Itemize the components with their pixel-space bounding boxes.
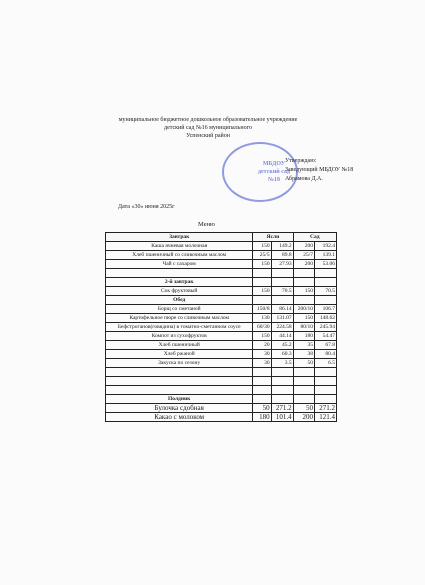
dish-name: Сок фруктовый xyxy=(106,287,253,296)
dish-name: Бефстроганов(говядина) в томатно-сметанном соусе xyxy=(106,323,253,332)
section-row xyxy=(106,278,337,287)
value-cell: 53.06 xyxy=(314,260,336,269)
value-cell: 148.62 xyxy=(314,314,336,323)
document-header xyxy=(88,116,328,140)
value-cell: 30 xyxy=(253,350,271,359)
empty-cell xyxy=(271,377,293,386)
empty-cell xyxy=(293,278,314,287)
empty-cell xyxy=(293,368,314,377)
value-cell: 200 xyxy=(293,413,314,422)
empty-cell xyxy=(253,368,271,377)
table-row xyxy=(106,260,337,269)
table-row xyxy=(106,314,337,323)
empty-cell xyxy=(314,377,336,386)
dish-name: Каша ячневая молочная xyxy=(106,242,253,251)
table-row xyxy=(106,287,337,296)
value-cell: 25/5 xyxy=(253,251,271,260)
dish-name: Булочка сдобная xyxy=(106,404,253,413)
col-kindergarten: Сад xyxy=(293,233,336,242)
value-cell: 67.8 xyxy=(314,341,336,350)
empty-cell xyxy=(271,278,293,287)
table-row xyxy=(106,413,337,422)
section-title: Обед xyxy=(106,296,253,305)
col-meal: Завтрак xyxy=(106,233,253,242)
value-cell: 180 xyxy=(253,413,271,422)
stamp-line-2: детский сад xyxy=(257,169,291,175)
org-line-2: детский сад №16 муниципального xyxy=(164,125,252,131)
value-cell: 271.2 xyxy=(271,404,293,413)
table-header-row xyxy=(106,233,337,242)
value-cell: 80/10 xyxy=(293,323,314,332)
value-cell: 150 xyxy=(253,287,271,296)
empty-cell xyxy=(253,377,271,386)
table-row xyxy=(106,251,337,260)
value-cell: 54.47 xyxy=(314,332,336,341)
value-cell: 121.4 xyxy=(314,413,336,422)
empty-cell xyxy=(314,386,336,395)
empty-cell xyxy=(253,278,271,287)
value-cell: 27.93 xyxy=(271,260,293,269)
dish-name: Картофельное пюре со сливочным маслом xyxy=(106,314,253,323)
value-cell: 150 xyxy=(293,287,314,296)
empty-cell xyxy=(314,269,336,278)
table-row xyxy=(106,323,337,332)
menu-body xyxy=(106,242,337,422)
value-cell: 30 xyxy=(253,359,271,368)
empty-cell xyxy=(293,377,314,386)
table-row xyxy=(106,404,337,413)
dish-name: Компот из сухофруктов xyxy=(106,332,253,341)
value-cell: 131.07 xyxy=(271,314,293,323)
menu-table xyxy=(105,232,337,422)
empty-cell xyxy=(271,269,293,278)
empty-cell xyxy=(293,296,314,305)
value-cell: 149.2 xyxy=(271,242,293,251)
document-date: Дата «30» июня 2025г xyxy=(118,204,175,210)
value-cell: 50 xyxy=(293,404,314,413)
dish-name: Закуска по сезону xyxy=(106,359,253,368)
value-cell: 101.4 xyxy=(271,413,293,422)
dish-name: Хлеб пшеничный xyxy=(106,341,253,350)
empty-cell xyxy=(271,395,293,404)
value-cell: 130 xyxy=(253,314,271,323)
col-nursery: Ясли xyxy=(253,233,293,242)
empty-cell xyxy=(106,368,253,377)
value-cell: 44.14 xyxy=(271,332,293,341)
approval-block xyxy=(285,157,353,184)
table-row xyxy=(106,305,337,314)
value-cell: 60.3 xyxy=(271,350,293,359)
empty-cell xyxy=(253,296,271,305)
value-cell: 150 xyxy=(253,242,271,251)
section-row xyxy=(106,296,337,305)
value-cell: 180 xyxy=(293,332,314,341)
empty-cell xyxy=(253,386,271,395)
value-cell: 200 xyxy=(293,260,314,269)
section-title: 2-й завтрак xyxy=(106,278,253,287)
value-cell: 25/7 xyxy=(293,251,314,260)
menu-title: Меню xyxy=(198,221,215,228)
value-cell: 70.5 xyxy=(271,287,293,296)
dish-name: Чай с сахаром xyxy=(106,260,253,269)
value-cell: 200/10 xyxy=(293,305,314,314)
value-cell: 245.94 xyxy=(314,323,336,332)
value-cell: 50 xyxy=(253,404,271,413)
empty-cell xyxy=(271,368,293,377)
table-row xyxy=(106,332,337,341)
approval-line-1: Утверждаю: xyxy=(285,158,317,164)
dish-name: Хлеб ржаной xyxy=(106,350,253,359)
value-cell: 192.4 xyxy=(314,242,336,251)
empty-cell xyxy=(314,278,336,287)
empty-cell xyxy=(253,269,271,278)
empty-row xyxy=(106,386,337,395)
empty-row xyxy=(106,368,337,377)
dish-name: Какао с молоком xyxy=(106,413,253,422)
stamp-line-3: №18 xyxy=(267,177,281,183)
section-row xyxy=(106,395,337,404)
value-cell: 35 xyxy=(293,341,314,350)
table-row xyxy=(106,350,337,359)
stamp-line-1: МБДОУ xyxy=(262,161,286,167)
table-row xyxy=(106,341,337,350)
value-cell: 45.2 xyxy=(271,341,293,350)
value-cell: 89.8 xyxy=(271,251,293,260)
empty-cell xyxy=(271,296,293,305)
value-cell: 150 xyxy=(293,314,314,323)
value-cell: 224.58 xyxy=(271,323,293,332)
value-cell: 60/30 xyxy=(253,323,271,332)
value-cell: 80.4 xyxy=(314,350,336,359)
table-row xyxy=(106,242,337,251)
empty-cell xyxy=(314,296,336,305)
empty-cell xyxy=(106,377,253,386)
empty-cell xyxy=(253,395,271,404)
value-cell: 38 xyxy=(293,350,314,359)
value-cell: 150 xyxy=(253,260,271,269)
value-cell: 139.1 xyxy=(314,251,336,260)
approval-line-2: Заведующий МБДОУ №18 xyxy=(285,167,354,173)
value-cell: 271.2 xyxy=(314,404,336,413)
empty-cell xyxy=(293,269,314,278)
value-cell: 150 xyxy=(253,332,271,341)
dish-name: Хлеб пшеничный со сливочным маслом xyxy=(106,251,253,260)
value-cell: 150/8 xyxy=(253,305,271,314)
value-cell: 20 xyxy=(253,341,271,350)
dish-name: Борщ со сметаной xyxy=(106,305,253,314)
empty-cell xyxy=(106,386,253,395)
section-title: Полдник xyxy=(106,395,253,404)
value-cell: 50 xyxy=(293,359,314,368)
empty-row xyxy=(106,269,337,278)
empty-cell xyxy=(106,269,253,278)
value-cell: 200 xyxy=(293,242,314,251)
value-cell: 106.7 xyxy=(314,305,336,314)
empty-cell xyxy=(293,386,314,395)
empty-cell xyxy=(293,395,314,404)
value-cell: 3.5 xyxy=(271,359,293,368)
approval-line-3: Абрамова Д.А. xyxy=(285,176,323,182)
empty-row xyxy=(106,377,337,386)
value-cell: 86.14 xyxy=(271,305,293,314)
value-cell: 6.5 xyxy=(314,359,336,368)
org-line-3: Успенский район xyxy=(186,133,230,139)
empty-cell xyxy=(314,395,336,404)
table-row xyxy=(106,359,337,368)
empty-cell xyxy=(314,368,336,377)
org-line-1: муниципальное бюджетное дошкольное образовательное учреждение xyxy=(118,117,298,123)
empty-cell xyxy=(271,386,293,395)
value-cell: 70.5 xyxy=(314,287,336,296)
